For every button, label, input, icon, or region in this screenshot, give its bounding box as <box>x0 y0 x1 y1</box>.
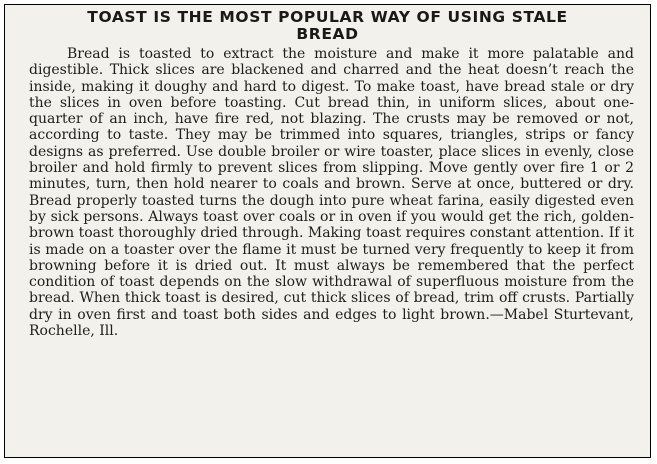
article-body: Bread is toasted to extract the moisture and make it more palatable and digestible. Thick slices are blackened and charred and the heat doesn’t reach the inside, making it doughy and hard to digest. To make toast, have bread stale or dry the slices in oven before toasting. Cut bread thin, in uniform slices, about one-quarter of an inch, have fire red, not blazing. The crusts may be removed or not, according to taste. They may be trimmed into squares, triangles, strips or fancy designs as preferred. Use double broiler or wire toaster, place slices in evenly, close broiler and hold firmly to prevent slices from slipping. Move gently over fire 1 or 2 minutes, turn, then hold nearer to coals and brown. Serve at once, buttered or dry. Bread properly toasted turns the dough into pure wheat farina, easily digested even by sick persons. Always toast over coals or in oven if you would get the rich, golden-brown toast thoroughly dried through. Making toast requires constant attention. If it is made on a toaster over the flame it must be turned very frequently to keep it from browning before it is dried out. It must always be remembered that the perfect condition of toast depends on the slow withdrawal of superfluous moisture from the bread. When thick toast is desired, cut thick slices of bread, trim off crusts. Partially dry in oven first and toast both sides and edges to light brown.—Mabel Sturtevant, Rochelle, Ill. <box>29 46 634 340</box>
article-clipping <box>4 4 651 458</box>
article-title-line-1: TOAST IS THE MOST POPULAR WAY OF USING STALE <box>87 8 568 26</box>
article-title-line-2: BREAD <box>296 25 359 43</box>
article-title <box>13 9 642 43</box>
